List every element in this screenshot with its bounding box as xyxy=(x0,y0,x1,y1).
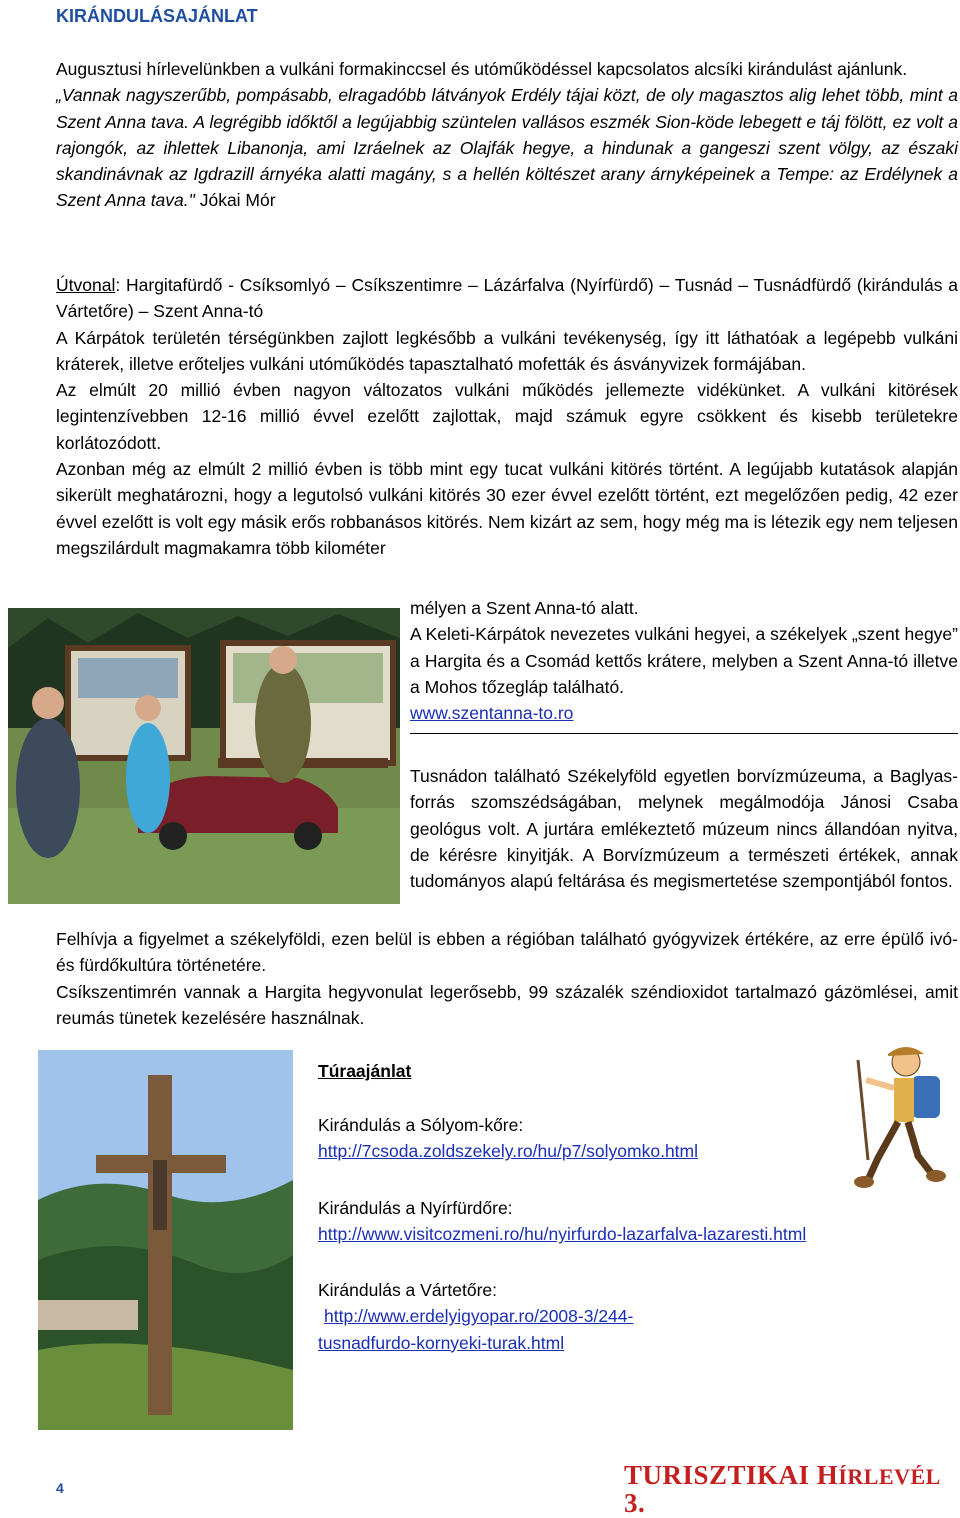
volcanic-paragraph-1: A Kárpátok területén térségünkben zajlott legkésőbb a vulkáni tevékenység, így itt láthatóak a legépebb vulkáni kráterek, illetve erőteljes vulkáni utóműködés tapasztalható mofetták és ásványvizek formájában. xyxy=(56,327,958,374)
right-paragraph-1: A Keleti-Kárpátok nevezetes vulkáni hegyei, a székelyek „szent hegye” a Hargita és a Csomád kettős krátere, melyben a Szent Anna-tó illetve a Mohos tőzegláp található. xyxy=(410,624,958,697)
volcanic-paragraph-2: Az elmúlt 20 millió évben nagyon változatos vulkáni működés jellemezte vidékünket. A vulkáni kitörések legintenzívebben 12-16 millió évvel ezelőtt zajlottak, majd számuk egyre csökkent és kisebb területekre korlátozódott. xyxy=(56,380,958,453)
right-line: mélyen a Szent Anna-tó alatt. xyxy=(410,598,639,618)
tour-label: Kirándulás a Vártetőre: xyxy=(318,1280,497,1300)
right-column-2 xyxy=(410,763,958,894)
tour-link[interactable]: http://www.visitcozmeni.ro/hu/nyirfurdo-lazarfalva-lazaresti.html xyxy=(318,1224,807,1245)
volcanic-paragraph-3: Azonban még az elmúlt 2 millió évben is több mint egy tucat vulkáni kitörés történt. A legújabb kutatások alapján sikerült meghatározni, hogy a legutolsó vulkáni kitörés 30 ezer évvel ezelőtt történt, ezt megelőzően pedig, 42 ezer évvel ezelőtt is volt egy másik erős robbanásos kitörés. Nem kizárt az sem, hogy még ma is létezik egy nem teljesen megszilárdult magmakamra több kilométer xyxy=(56,459,958,558)
route-paragraph xyxy=(56,272,958,325)
quote-text: „Vannak nagyszerűbb, pompásabb, elragadóbb látványok Erdély tájai közt, de oly magasztos alig lehet több, mint a Szent Anna tava. A legrégibb időktől a legújabbig szüntelen vallásos eszmék Sion-köde lebegett e táj fölött, ez volt a rajongók, az ihlettek Libanonja, ami Izráelnek az Olajfák hegye, a hindunak a gangeszi szent völgy, az északi skandinávnak az Igdrazill árnyéka alatti magány, s a hellén költészet arany árnyképeinek a Tempe: az Erdélynek a Szent Anna tava." xyxy=(56,85,958,211)
bottom-section xyxy=(56,926,958,1031)
right-column-1 xyxy=(410,595,958,726)
tours-heading: Túraajánlat xyxy=(318,1061,412,1081)
route-label: Útvonal xyxy=(56,275,116,295)
tour-item xyxy=(318,1195,938,1248)
hiker-illustration xyxy=(828,1040,948,1190)
page-number: 4 xyxy=(56,1480,64,1496)
tour-label: Kirándulás a Sólyom-kőre: xyxy=(318,1115,524,1135)
route-text: : Hargitafürdő - Csíksomlyó – Csíkszentimre – Lázárfalva (Nyírfürdő) – Tusnád – Tusnádfürdő (kirándulás a Vártetőre) – Szent Anna-tó xyxy=(56,275,958,322)
tour-link[interactable]: http://7csoda.zoldszekely.ro/hu/p7/solyomko.html xyxy=(318,1141,699,1162)
szentanna-link[interactable]: www.szentanna-to.ro xyxy=(410,703,574,724)
newsletter-logo xyxy=(624,1462,960,1517)
right-paragraph-2: Tusnádon található Székelyföld egyetlen borvízmúzeuma, a Baglyas-forrás szomszédságában, melynek megálmodója Jánosi Csaba geológus volt. A jurtára emlékeztető múzeum nincs állandóan nyitva, de kérésre kinyitják. A Borvízmúzeum a természeti értékek, annak tudományos alapú feltárása és megismertetése szempontjából fontos. xyxy=(410,766,958,892)
brand-small: ÍRLEVÉL xyxy=(838,1464,941,1489)
divider xyxy=(410,733,958,734)
route-section xyxy=(56,272,958,561)
cross-photo xyxy=(38,1050,293,1430)
brand-end: 3. xyxy=(624,1488,646,1518)
intro-paragraph: Augusztusi hírlevelünkben a vulkáni formakinccsel és utóműködéssel kapcsolatos alcsíki kirándulást ajánlunk. xyxy=(56,59,908,79)
tour-link[interactable]: http://www.erdelyigyopar.ro/2008-3/244-tusnadfurdo-kornyeki-turak.html xyxy=(318,1306,634,1353)
tour-item xyxy=(318,1277,658,1356)
quote-author: Jókai Mór xyxy=(194,190,276,211)
brand-main: TURISZTIKAI H xyxy=(624,1460,839,1490)
page-title: KIRÁNDULÁSAJÁNLAT xyxy=(56,6,258,26)
tour-label: Kirándulás a Nyírfürdőre: xyxy=(318,1198,513,1218)
jokai-quote xyxy=(56,82,958,213)
bottom-paragraph-2: Csíkszentimrén vannak a Hargita hegyvonulat legerősebb, 99 százalék széndioxidot tartalmazó gázömlései, amit reumás tünetek kezelésére használnak. xyxy=(56,981,958,1028)
bottom-paragraph-1: Felhívja a figyelmet a székelyföldi, ezen belül is ebben a régióban található gyógyvizek értékére, az erre épülő ivó- és fürdőkultúra történetére. xyxy=(56,929,958,976)
intro-section xyxy=(56,56,958,214)
info-board-photo xyxy=(8,608,400,904)
